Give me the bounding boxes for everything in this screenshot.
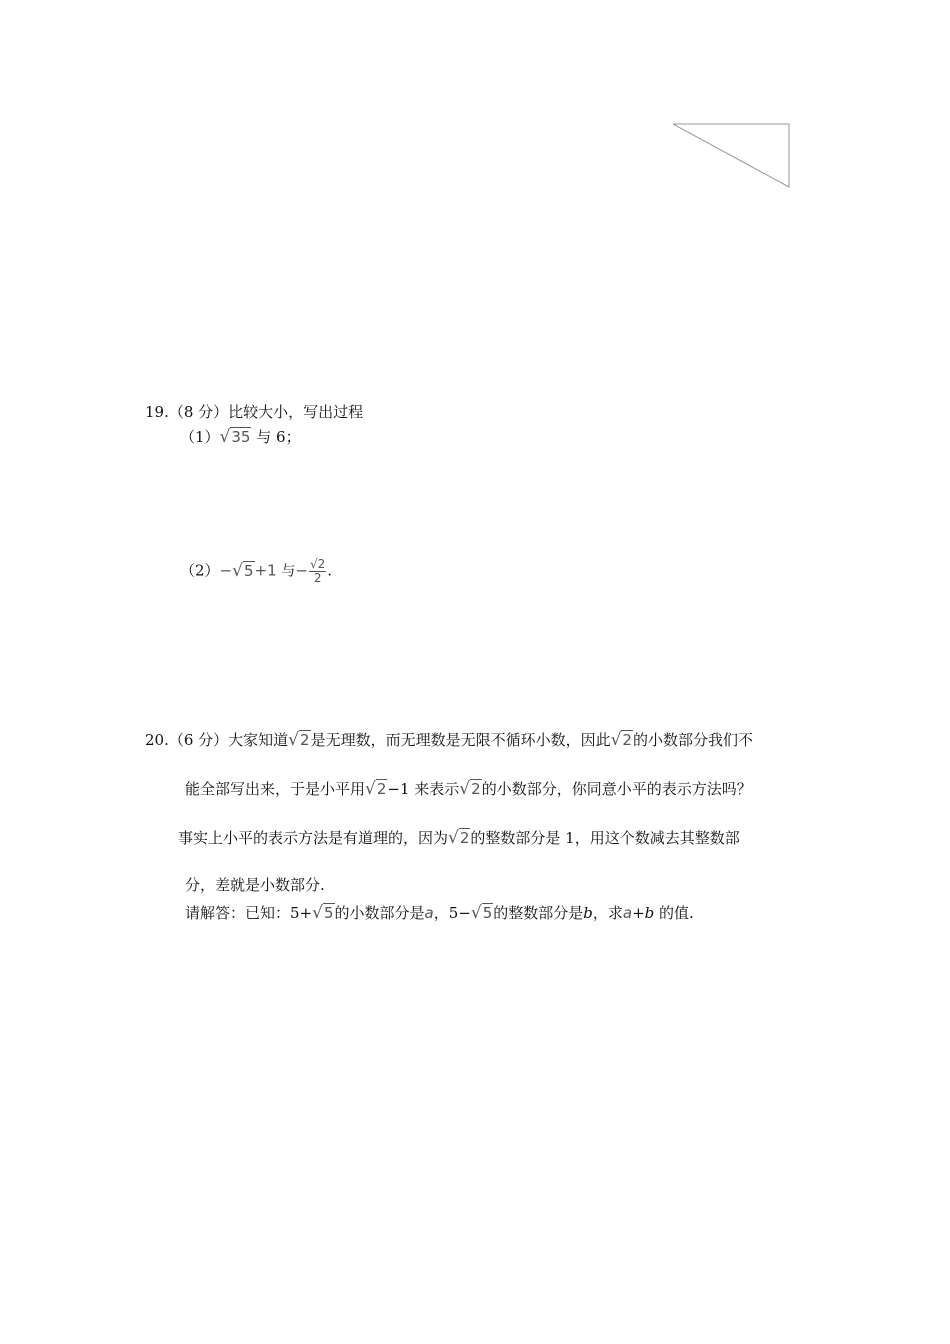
- sqrt-5: √5: [232, 560, 254, 581]
- q19-header: 19.（8 分）比较大小，写出过程: [145, 403, 364, 421]
- q20-line4: 分，差就是小数部分.: [185, 876, 325, 894]
- sqrt-5: √5: [470, 903, 493, 923]
- variable-a: a: [622, 904, 633, 922]
- q20-line2: 能全部写出来，于是小平用√2−1 来表示√2的小数部分，你同意小平的表示方法吗？: [185, 779, 752, 799]
- q19-part2: （2）−√5+1 与− $\frac{√2}{2}$ .: [180, 557, 333, 585]
- q20-line3: 事实上小平的表示方法是有道理的，因为√2的整数部分是 1，用这个数减去其整数部: [178, 828, 740, 848]
- triangle-figure: [672, 122, 792, 190]
- q19-part1: （1）√35 与 6；: [180, 427, 301, 447]
- q20-line1: 20.（6 分）大家知道√2是无理数，而无理数是无限不循环小数，因此√2的小数部分我们不: [145, 730, 753, 750]
- fraction-sqrt2-over-2: $\frac{√2}{2}$: [310, 557, 326, 585]
- sqrt-2: √2: [610, 730, 632, 750]
- variable-b: b: [583, 904, 593, 922]
- sqrt-2: √2: [459, 779, 481, 799]
- sqrt-2: √2: [448, 828, 470, 848]
- q20-line5: 请解答：已知：5+√5的小数部分是a，5−√5的整数部分是b，求a+b 的值.: [185, 903, 694, 923]
- sqrt-5: √5: [312, 903, 334, 923]
- sqrt-2: √2: [288, 730, 310, 750]
- variable-a: a: [424, 904, 434, 922]
- variable-b: b: [644, 904, 655, 922]
- sqrt-2: √2: [365, 779, 387, 799]
- sqrt-35: √35: [219, 427, 251, 447]
